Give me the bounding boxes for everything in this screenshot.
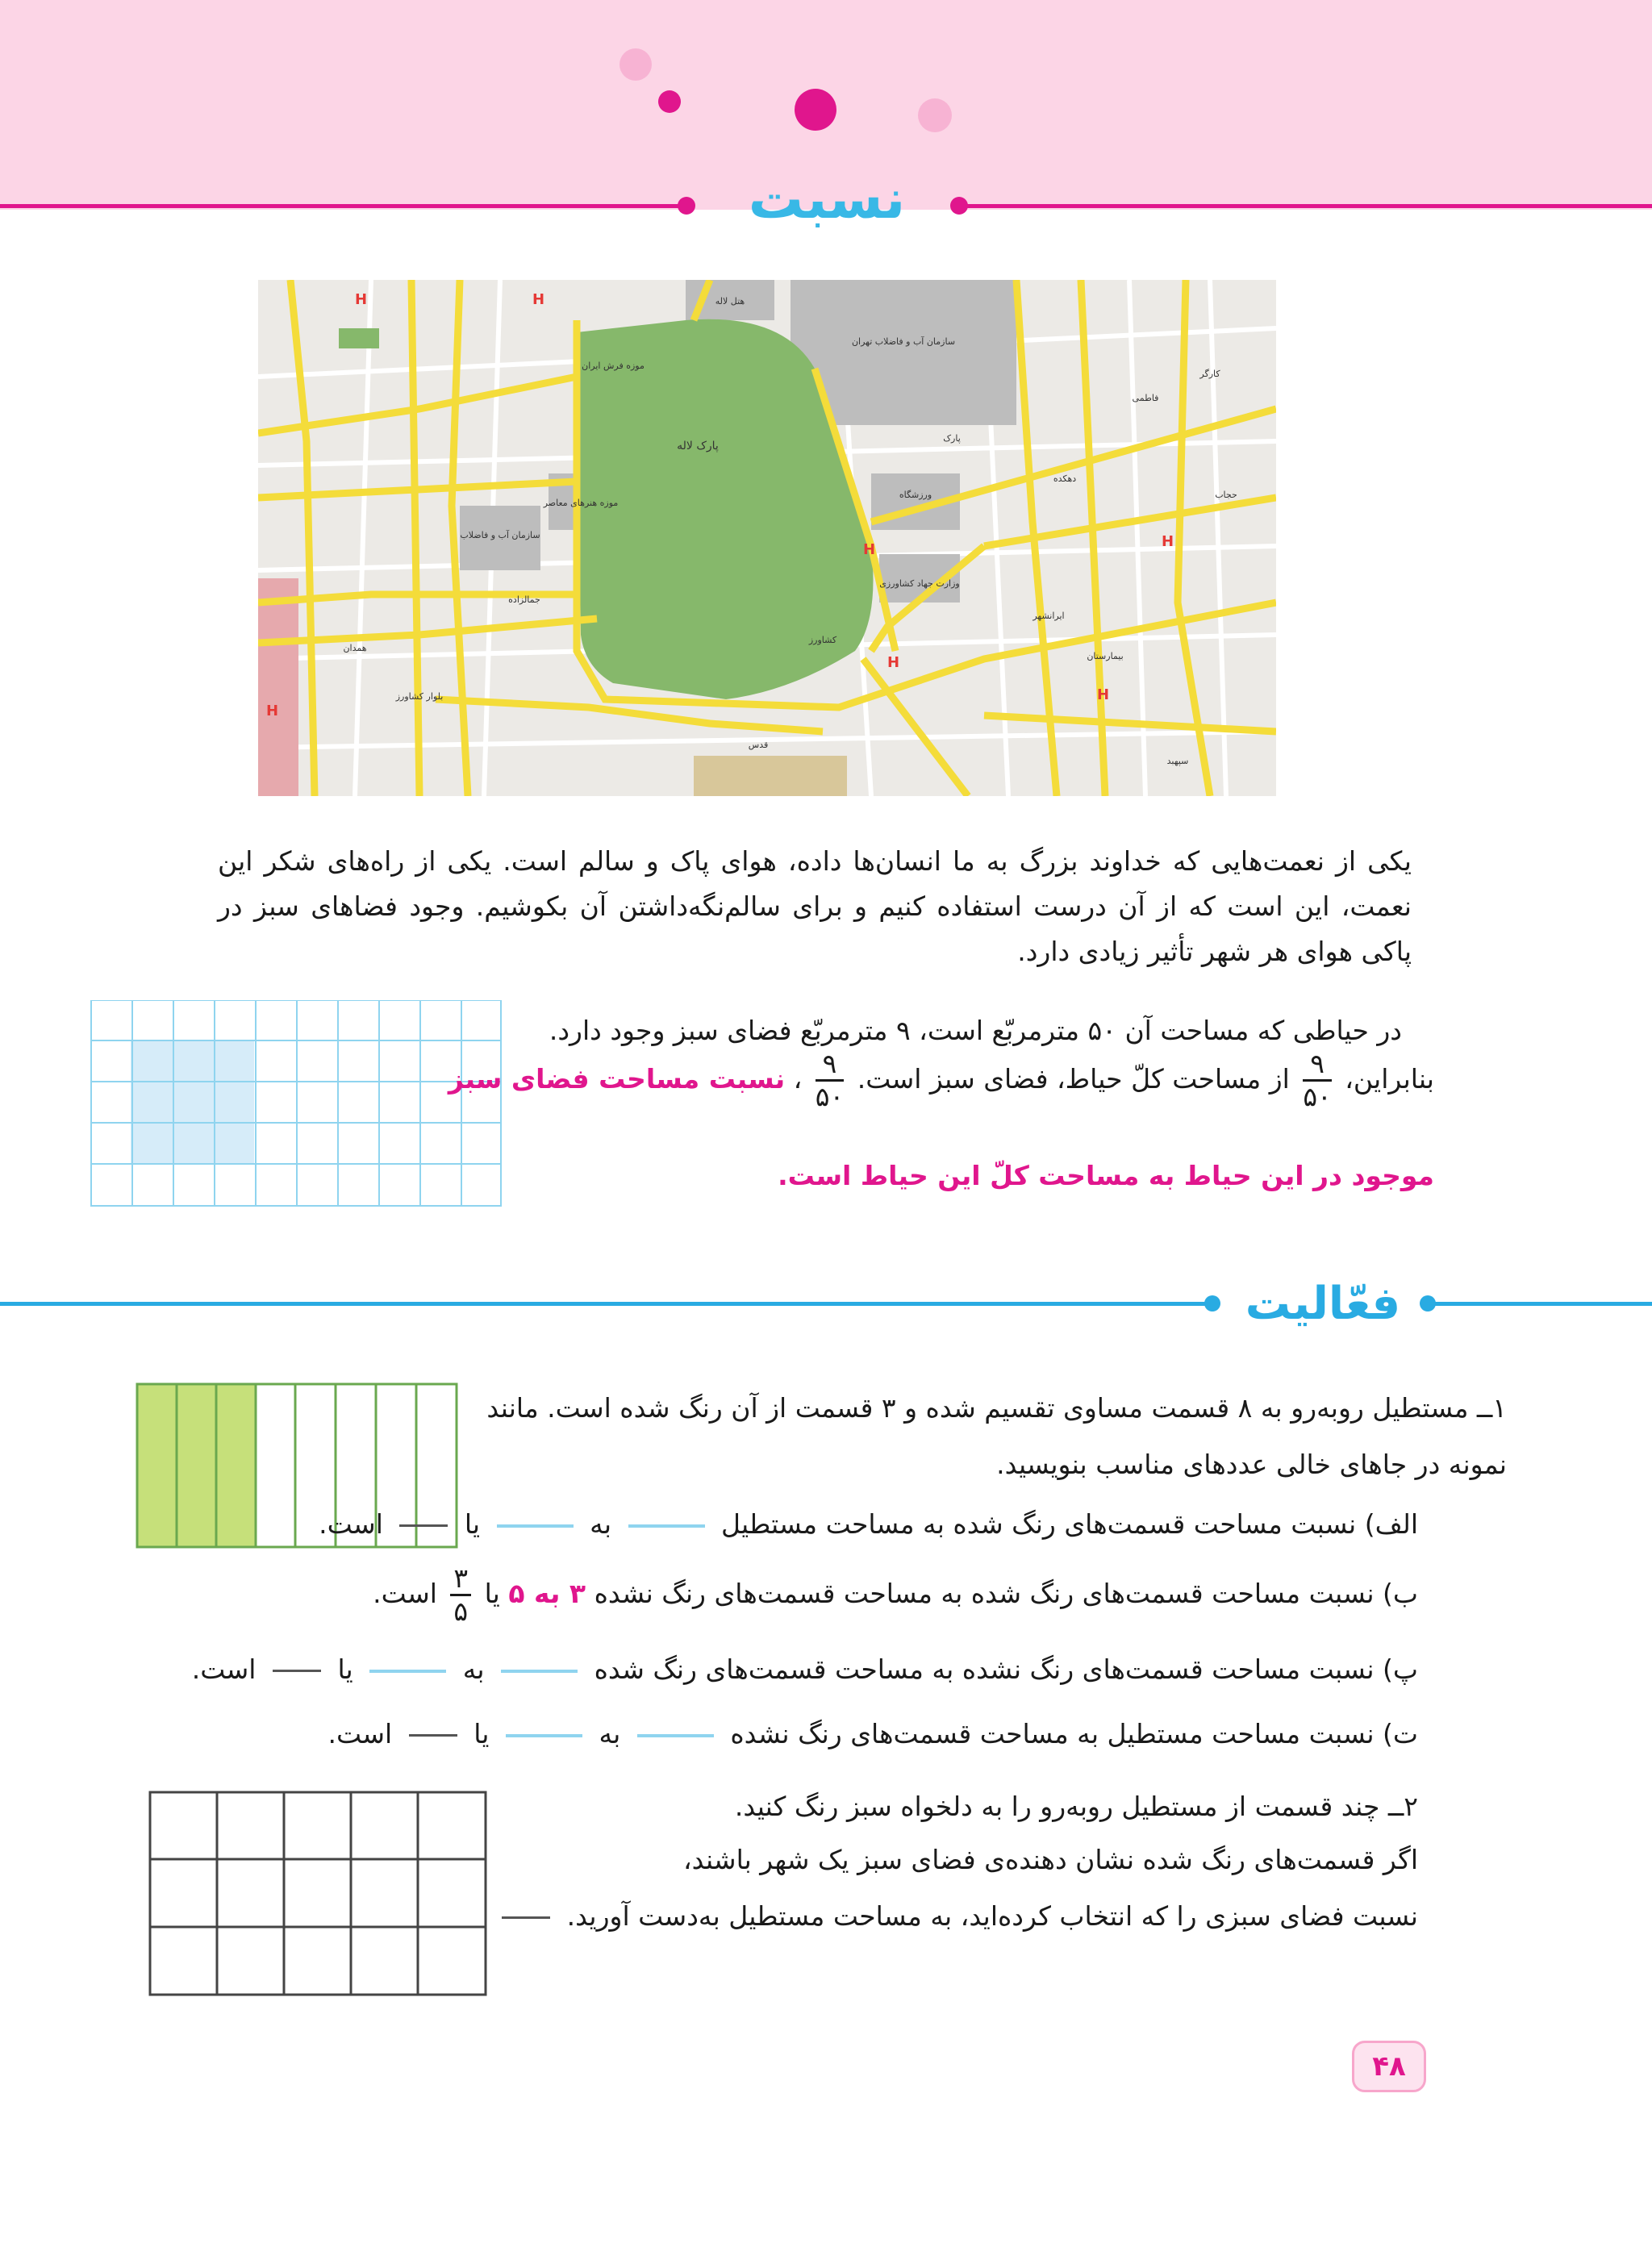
decor-dot bbox=[795, 89, 836, 131]
q2-grid[interactable] bbox=[148, 1791, 487, 1996]
svg-text:H: H bbox=[1097, 686, 1110, 703]
example-ratio: ۳ به ۵ bbox=[508, 1578, 586, 1609]
answer-blank[interactable] bbox=[628, 1524, 705, 1528]
ratio-sentence-start: بنابراین، bbox=[1345, 1063, 1434, 1095]
fraction-denominator: ۵ bbox=[453, 1595, 469, 1627]
word-ya: یا bbox=[337, 1653, 353, 1685]
decor-dot bbox=[918, 98, 952, 132]
map-label: ورزشگاه bbox=[899, 490, 932, 500]
word-ya: یا bbox=[484, 1578, 500, 1609]
highlight-definition-cont: موجود در این حیاط به مساحت کلّ این حیاط است. bbox=[778, 1160, 1434, 1191]
map-label: همدان bbox=[343, 643, 367, 653]
q2-line-a: ۲ــ چند قسمت از مستطیل روبه‌رو را به دلخواه سبز رنگ کنید. bbox=[734, 1791, 1418, 1822]
q2-line-c-text: نسبت فضای سبزی را که انتخاب کرده‌اید، به مساحت مستطیل به‌دست آورید. bbox=[566, 1900, 1418, 1932]
q1-pe-text: پ) نسبت مساحت قسمت‌های رنگ نشده به مساحت قسمت‌های رنگ شده bbox=[594, 1653, 1418, 1685]
ratio-sentence-sep: ، bbox=[793, 1063, 803, 1095]
fraction-9-50 bbox=[1303, 1049, 1331, 1112]
svg-text:H: H bbox=[355, 291, 368, 308]
map-label: دهکده bbox=[1053, 473, 1077, 484]
map-label: فاطمی bbox=[1132, 393, 1159, 403]
word-be: به bbox=[462, 1653, 485, 1685]
q1-be bbox=[373, 1562, 1418, 1627]
fraction-numerator: ۳ bbox=[450, 1563, 471, 1596]
q1-alef-text: الف) نسبت مساحت قسمت‌های رنگ شده به مساحت مستطیل bbox=[721, 1508, 1418, 1540]
svg-text:H: H bbox=[887, 654, 900, 671]
map-label: موزه فرش ایران bbox=[582, 361, 645, 371]
answer-blank[interactable] bbox=[273, 1670, 321, 1672]
map-label: بلوار کشاورز bbox=[395, 691, 444, 702]
answer-blank[interactable] bbox=[502, 1916, 550, 1919]
ratio-sentence bbox=[448, 1049, 1434, 1112]
city-map bbox=[258, 280, 1276, 796]
decor-dot bbox=[620, 48, 652, 81]
word-ast: است. bbox=[373, 1578, 437, 1609]
map-label: بیمارستان bbox=[1087, 651, 1124, 661]
svg-text:H: H bbox=[863, 541, 876, 558]
answer-blank[interactable] bbox=[501, 1670, 578, 1673]
fraction-numerator: ۹ bbox=[816, 1049, 844, 1082]
highlight-definition: نسبت مساحت فضای سبز bbox=[448, 1063, 786, 1095]
header-rule-left bbox=[0, 204, 690, 208]
answer-blank[interactable] bbox=[506, 1734, 582, 1737]
map-label: پارک لاله bbox=[677, 440, 719, 452]
map-label: ایرانشهر bbox=[1032, 611, 1065, 621]
answer-blank[interactable] bbox=[369, 1670, 446, 1673]
map-label: پارک bbox=[943, 433, 961, 444]
map-label: کشاورز bbox=[808, 635, 837, 645]
q1-pe bbox=[192, 1653, 1418, 1685]
map-label: جمالزاده bbox=[508, 594, 540, 605]
word-ast: است. bbox=[191, 1653, 257, 1685]
word-ast: است. bbox=[319, 1508, 383, 1540]
activity-rule-right bbox=[1428, 1302, 1652, 1306]
intro-paragraph: یکی از نعمت‌هایی که خداوند بزرگ به ما انسان‌ها داده، هوای پاک و سالم است. یکی از راه‌های شکر این نعمت، این است که از آن درست استفاده کنیم و برای سالم‌نگه‌داشتن آن بکوشیم. وجود فضاهای سبز در پاکی هوای هر شهر تأثیر زیادی دارد. bbox=[218, 845, 1412, 967]
map-label: هتل لاله bbox=[715, 296, 745, 306]
word-be: به bbox=[590, 1508, 612, 1540]
ratio-sentence-mid: از مساحت کلّ حیاط، فضای سبز است. bbox=[857, 1063, 1290, 1095]
yard-sentence: در حیاطی که مساحت آن ۵۰ مترمربّع است، ۹ مترمربّع فضای سبز وجود دارد. bbox=[549, 1015, 1402, 1046]
map-label: سازمان آب و فاضلاب تهران bbox=[851, 336, 956, 347]
activity-rule-left bbox=[0, 1302, 1218, 1306]
activity-rule-dot bbox=[1204, 1295, 1220, 1311]
svg-text:H: H bbox=[266, 703, 279, 719]
q1-line-b: نمونه در جاهای خالی عددهای مناسب بنویسید. bbox=[996, 1449, 1507, 1480]
word-be: به bbox=[599, 1718, 621, 1749]
q2-line-b: اگر قسمت‌های رنگ شده نشان دهنده‌ی فضای سبز یک شهر باشند، bbox=[683, 1844, 1418, 1875]
activity-title: فعّالیت bbox=[1245, 1278, 1401, 1330]
q1-te bbox=[328, 1718, 1419, 1749]
page-number: ۴۸ bbox=[1372, 2050, 1406, 2083]
header-rule-dot bbox=[678, 197, 695, 215]
answer-blank[interactable] bbox=[497, 1524, 574, 1528]
answer-blank[interactable] bbox=[637, 1734, 714, 1737]
map-label: حجاب bbox=[1215, 490, 1237, 500]
header-rule-dot bbox=[950, 197, 968, 215]
answer-blank[interactable] bbox=[409, 1734, 457, 1737]
q1-line-a: ۱ــ مستطیل روبه‌رو به ۸ قسمت مساوی تقسیم شده و ۳ قسمت از آن رنگ شده است. مانند bbox=[486, 1392, 1507, 1424]
map-label: کارگر bbox=[1199, 369, 1220, 379]
page-number-badge bbox=[1352, 2041, 1426, 2092]
q1-be-text: ب) نسبت مساحت قسمت‌های رنگ شده به مساحت قسمت‌های رنگ نشده bbox=[594, 1578, 1418, 1609]
word-ya: یا bbox=[473, 1718, 490, 1749]
svg-text:H: H bbox=[1162, 533, 1174, 550]
yard-grid bbox=[90, 1000, 502, 1207]
fraction-denominator: ۵۰ bbox=[1303, 1081, 1332, 1112]
page-title: نسبت bbox=[748, 168, 906, 231]
map-label: قدس bbox=[748, 740, 769, 750]
header-rule-right bbox=[960, 204, 1652, 208]
svg-text:H: H bbox=[532, 291, 545, 308]
fraction-3-5 bbox=[450, 1563, 471, 1627]
map-label: سازمان آب و فاضلاب bbox=[460, 530, 540, 540]
decor-dot bbox=[658, 90, 681, 113]
q2-line-c bbox=[494, 1900, 1418, 1932]
activity-rule-dot bbox=[1420, 1295, 1436, 1311]
fraction-numerator: ۹ bbox=[1303, 1049, 1331, 1082]
map-label: سپهبد bbox=[1166, 756, 1189, 766]
fraction-9-50 bbox=[816, 1049, 844, 1112]
map-label: وزارت جهاد کشاورزی bbox=[879, 578, 960, 589]
map-label: موزه هنرهای معاصر bbox=[543, 498, 619, 508]
q1-alef bbox=[319, 1508, 1418, 1540]
word-ast: است. bbox=[327, 1718, 393, 1749]
q1-te-text: ت) نسبت مساحت مستطیل به مساحت قسمت‌های رنگ نشده bbox=[730, 1718, 1418, 1749]
answer-blank[interactable] bbox=[399, 1524, 448, 1527]
word-ya: یا bbox=[464, 1508, 481, 1540]
city-map-graphic bbox=[258, 280, 1276, 796]
fraction-denominator: ۵۰ bbox=[815, 1081, 845, 1112]
